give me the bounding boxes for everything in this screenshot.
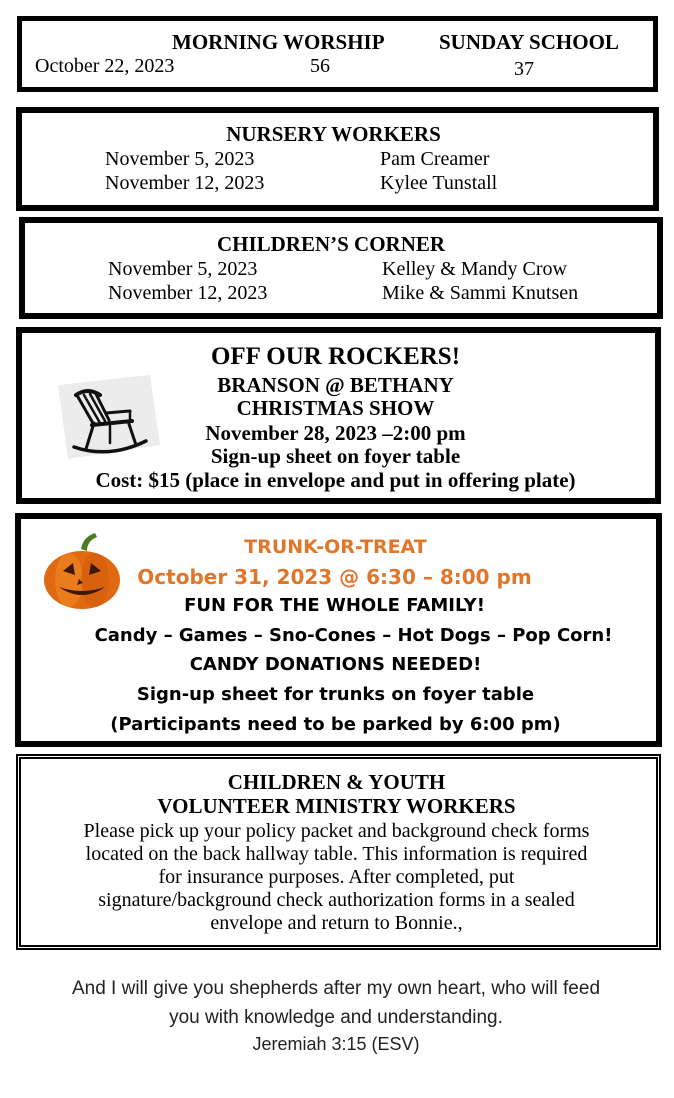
school-count: 37 <box>514 58 534 80</box>
trunk-title: TRUNK-OR-TREAT <box>244 536 427 558</box>
verse-line-2: you with knowledge and understanding. <box>169 1007 503 1028</box>
volunteers-line-3: for insurance purposes. After completed, put <box>158 866 515 888</box>
rockers-title: OFF OUR ROCKERS! <box>210 343 461 370</box>
childrens-corner-box <box>19 217 663 319</box>
volunteers-title-2: VOLUNTEER MINISTRY WORKERS <box>157 794 516 818</box>
nursery-workers-box <box>16 107 659 211</box>
volunteers-line-1: Please pick up your policy packet and background check forms <box>83 820 590 842</box>
rockers-cost: Cost: $15 (place in envelope and put in offering plate) <box>95 468 576 492</box>
worship-count: 56 <box>310 55 330 77</box>
rocking-chair-icon <box>54 373 164 463</box>
trunk-activities: Candy – Games – Sno-Cones – Hot Dogs – Pop Corn! <box>94 625 613 646</box>
attendance-date: October 22, 2023 <box>35 55 175 77</box>
corner-name-2: Mike & Sammi Knutsen <box>382 282 579 304</box>
childrens-corner-title: CHILDREN’S CORNER <box>216 232 446 256</box>
trunk-signup: Sign-up sheet for trunks on foyer table <box>136 684 535 705</box>
nursery-date-1: November 5, 2023 <box>105 148 255 170</box>
worship-label: MORNING WORSHIP <box>172 30 385 54</box>
volunteers-title-1: CHILDREN & YOUTH <box>227 770 446 794</box>
trunk-fun: FUN FOR THE WHOLE FAMILY! <box>184 595 485 616</box>
school-label: SUNDAY SCHOOL <box>439 30 619 54</box>
trunk-datetime: October 31, 2023 @ 6:30 – 8:00 pm <box>137 565 532 589</box>
nursery-name-1: Pam Creamer <box>380 148 490 170</box>
trunk-or-treat-box <box>15 513 662 747</box>
rockers-datetime: November 28, 2023 –2:00 pm <box>205 421 466 445</box>
pumpkin-icon <box>41 531 123 611</box>
nursery-title: NURSERY WORKERS <box>226 122 441 146</box>
verse-reference: Jeremiah 3:15 (ESV) <box>252 1034 420 1054</box>
rockers-signup: Sign-up sheet on foyer table <box>210 444 461 468</box>
nursery-date-2: November 12, 2023 <box>105 172 265 194</box>
corner-date-2: November 12, 2023 <box>108 282 268 304</box>
volunteers-line-5: envelope and return to Bonnie., <box>210 912 463 934</box>
volunteers-line-2: located on the back hallway table. This information is required <box>85 843 588 865</box>
rockers-line-1: BRANSON @ BETHANY <box>217 373 454 397</box>
volunteers-box <box>16 754 661 950</box>
verse-line-1: And I will give you shepherds after my own heart, who will feed <box>71 978 601 999</box>
rockers-line-2: CHRISTMAS SHOW <box>236 396 435 420</box>
corner-date-1: November 5, 2023 <box>108 258 258 280</box>
rockers-box <box>16 327 661 504</box>
attendance-box <box>17 16 658 92</box>
corner-name-1: Kelley & Mandy Crow <box>382 258 567 280</box>
volunteers-line-4: signature/background check authorization forms in a sealed <box>98 889 575 911</box>
trunk-parking: (Participants need to be parked by 6:00 pm) <box>110 714 561 735</box>
trunk-donations: CANDY DONATIONS NEEDED! <box>189 654 482 675</box>
nursery-name-2: Kylee Tunstall <box>380 172 498 194</box>
verse-box <box>14 958 662 1072</box>
